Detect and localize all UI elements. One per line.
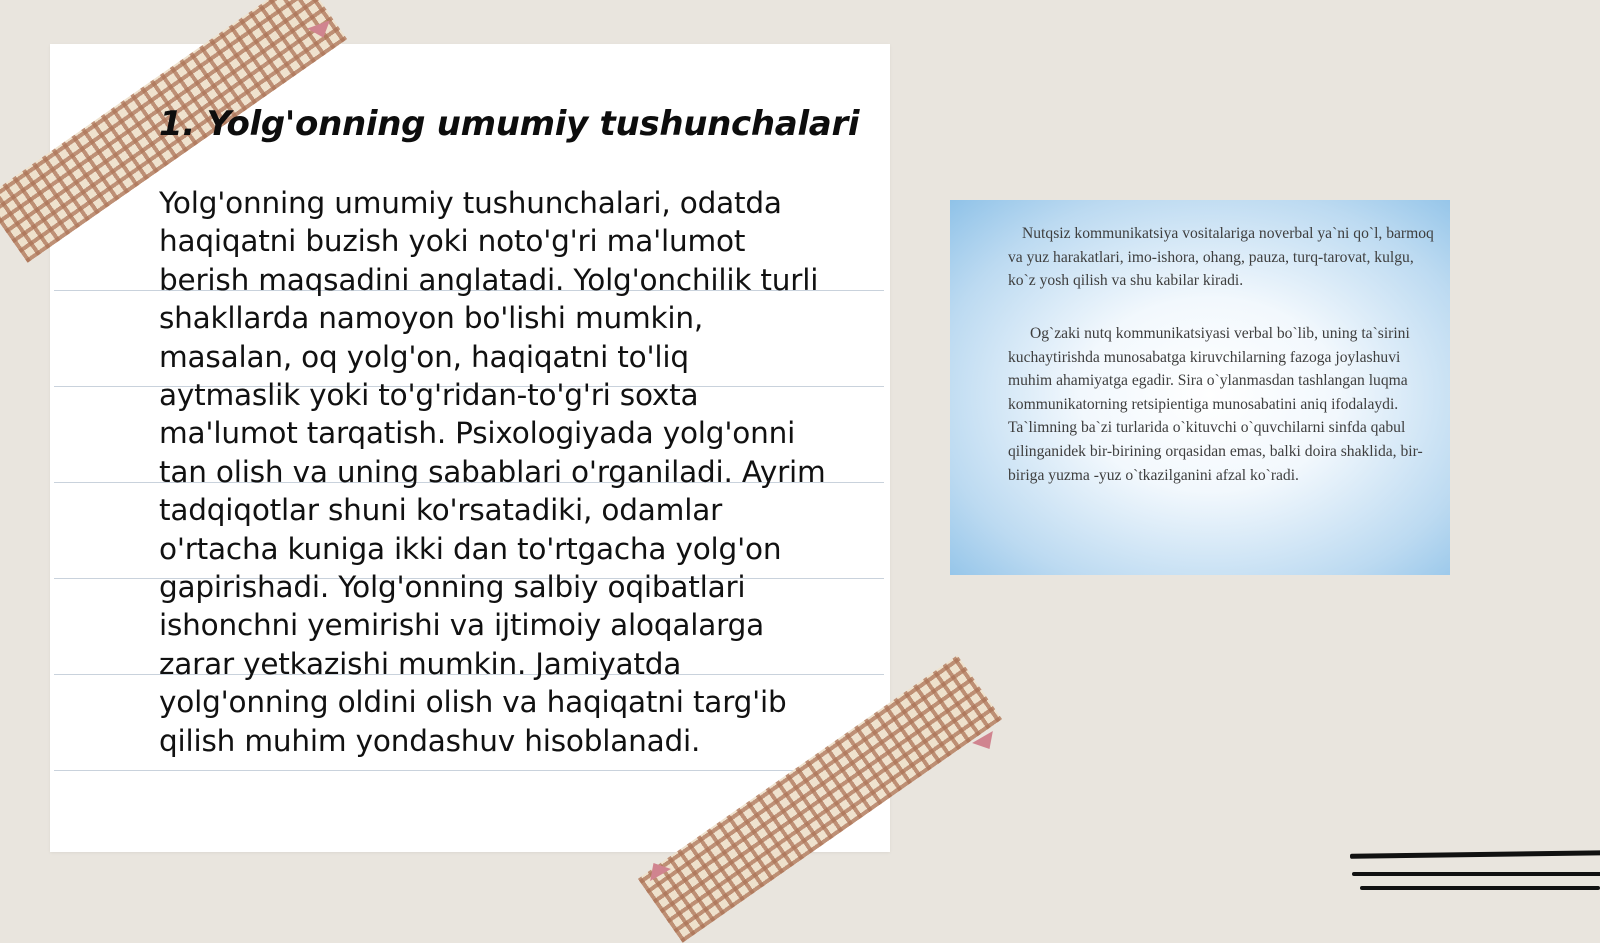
ruled-line bbox=[54, 770, 884, 771]
decorative-brush-line bbox=[1350, 850, 1600, 859]
textbook-excerpt-image bbox=[950, 200, 1450, 575]
excerpt-paragraph: Og`zaki nutq kommunikatsiyasi verbal bo`lib, uning ta`sirini kuchaytirishda munosabatga kiruvchilarning fazoga joylashuvi muhim ahamiyatga egadir. Sira o`ylanmasdan tashlangan luqma kommunikatorning retsipientiga munosabatini aniq ifodalaydi. Ta`limning ba`zi turlarida o`kituvchi o`quvchilarni sinfda qabul qilinganidek bir-birining orqasidan emas, balki doira shaklida, bir-biriga yuzma -yuz o`tkazilganini afzal ko`radi. bbox=[1008, 325, 1423, 484]
slide-body-text: Yolg'onning umumiy tushunchalari, odatda haqiqatni buzish yoki noto'g'ri ma'lumot berish maqsadini anglatadi. Yolg'onchilik turli shakllarda namoyon bo'lishi mumkin, masalan, oq yolg'on, haqiqatni to'liq aytmaslik yoki to'g'ridan-to'g'ri soxta ma'lumot tarqatish. Psixologiyada yolg'onni tan olish va uning sabablari o'rganiladi. Ayrim tadqiqotlar shuni ko'rsatadiki, odamlar o'rtacha kuniga ikki dan to'rtgacha yolg'on gapirishadi. Yolg'onning salbiy oqibatlari ishonchni yemirishi va ijtimoiy aloqalarga zarar yetkazishi mumkin. Jamiyatda yolg'onning oldini olish va haqiqatni targ'ib qilish muhim yondashuv hisoblanadi. bbox=[159, 186, 826, 758]
decorative-brush-line bbox=[1352, 872, 1600, 876]
excerpt-paragraph: Nutqsiz kommunikatsiya vositalariga noverbal ya`ni qo`l, barmoq va yuz harakatlari, imo-ishora, ohang, pauza, turq-tarovat, kulgu, ko`z yosh qilish va shu kabilar kiradi. bbox=[1008, 225, 1434, 290]
decorative-brush-line bbox=[1360, 886, 1600, 890]
slide-title: 1. Yolg'onning umumiy tushunchalari bbox=[159, 104, 860, 144]
